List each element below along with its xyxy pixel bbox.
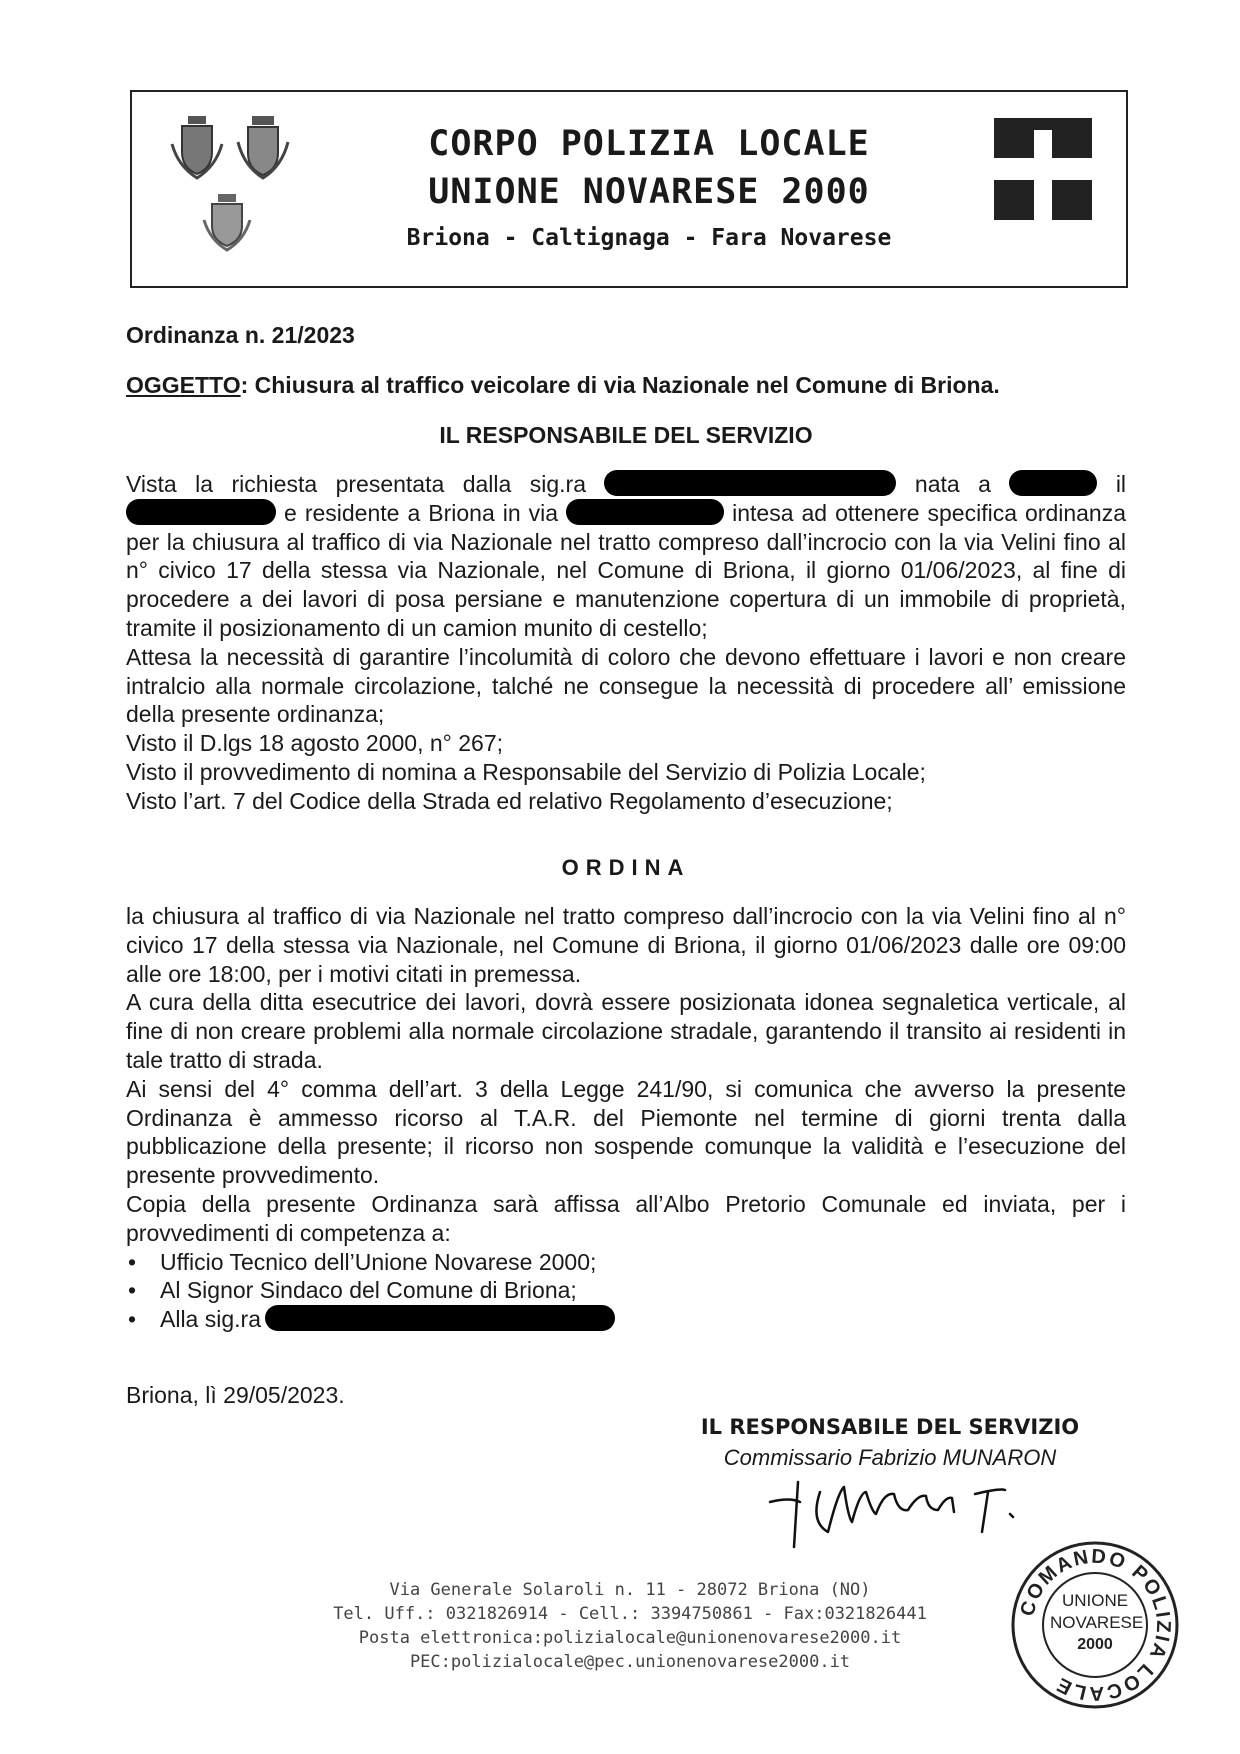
footer-address: Via Generale Solaroli n. 11 - 28072 Briona (NO) <box>389 1580 871 1600</box>
premise-paragraph: Visto l’art. 7 del Codice della Strada ed relativo Regolamento d’esecuzione; <box>126 787 893 814</box>
operative-paragraph: A cura della ditta esecutrice dei lavori, dovrà essere posizionata idonea segnaletica verticale, al fine di non creare problemi alla normale circolazione stradale, garantendo il transito ai residenti in tale tratto di strada. <box>126 989 1126 1073</box>
stamp-center-line: 2000 <box>1077 1636 1113 1653</box>
letterhead <box>130 90 1128 288</box>
letterhead-titles <box>332 120 966 258</box>
operative-paragraph: la chiusura al traffico di via Nazionale nel tratto compreso dall’incrocio con la via Velini fino al n° civico 17 della stessa via Nazionale, nel Comune di Briona, il giorno 01/06/2023 dalle ore 09:00 alle ore 18:00, per i motivi citati in premessa. <box>126 903 1126 987</box>
redaction-block <box>604 470 896 496</box>
official-stamp <box>1010 1540 1180 1710</box>
signer-name: Commissario Fabrizio MUNARON <box>723 1445 1057 1470</box>
premise-text: e residente a Briona in via <box>284 499 559 526</box>
premise-paragraph: Visto il D.lgs 18 agosto 2000, n° 267; <box>126 730 504 757</box>
redaction-block <box>126 499 276 525</box>
stamp-center-line: UNIONE <box>1061 1591 1129 1610</box>
footer-phones: Tel. Uff.: 0321826914 - Cell.: 3394750861 - Fax:0321826441 <box>333 1604 927 1624</box>
premise-text: nata a <box>914 471 991 497</box>
premise-text: Vista la richiesta presentata dalla sig.ra <box>126 471 586 497</box>
list-item: • Al Signor Sindaco del Comune di Briona; <box>126 1276 1126 1305</box>
list-item <box>126 1305 1126 1334</box>
authority-heading: IL RESPONSABILE DEL SERVIZIO <box>439 422 813 448</box>
operative-paragraph: Copia della presente Ordinanza sarà affissa all’Albo Pretorio Comunale ed inviata, per i provvedimenti di competenza a: <box>126 1190 1126 1246</box>
subject-label: OGGETTO <box>126 372 241 398</box>
operative-paragraph: Ai sensi del 4° comma dell’art. 3 della Legge 241/90, si comunica che avverso la presente Ordinanza è ammesso ricorso al T.A.R. del Piemonte nel termine di giorni trenta dalla pubblicazione della presente; il ricorso non sospende comunque la validità e l’esecuzione del presente provvedimento. <box>126 1075 1126 1189</box>
header-title-line1: CORPO POLIZIA LOCALE <box>428 124 870 164</box>
premises-section <box>126 470 1126 816</box>
municipal-crests <box>160 114 300 264</box>
redaction-block <box>265 1305 615 1331</box>
crest-icon <box>200 192 254 258</box>
crest-icon <box>168 114 226 186</box>
redaction-block <box>1009 470 1097 496</box>
crest-icon <box>232 114 294 186</box>
premise-paragraph: Attesa la necessità di garantire l’incolumità di coloro che devono effettuare i lavori e non creare intralcio alla normale circolazione, talché ne consegue la necessità di procedere all’ emissione della presente ordinanza; <box>126 643 1126 728</box>
footer-contacts <box>160 1578 1100 1674</box>
recipients-list <box>126 1248 1126 1334</box>
order-number: Ordinanza n. 21/2023 <box>126 322 355 348</box>
stamp-ring-text: COMANDO POLIZIA LOCALE <box>1016 1545 1175 1705</box>
stamp-center-line: NOVARESE <box>1050 1613 1144 1632</box>
redaction-block <box>566 499 724 525</box>
subject <box>126 372 1126 399</box>
subject-text: : Chiusura al traffico veicolare di via Nazionale nel Comune di Briona. <box>240 372 1000 398</box>
list-item: • Ufficio Tecnico dell’Unione Novarese 2000; <box>126 1248 1126 1277</box>
signer-title: IL RESPONSABILE DEL SERVIZIO <box>700 1415 1080 1439</box>
premise-text: intesa ad ottenere specifica ordinanza per la chiusura al traffico di via Nazionale nel tratto compreso dall’incrocio con la via Velini fino al n° civico 17 della stessa via Nazionale, nel Comune di Briona, il giorno 01/06/2023, al fine di procedere a dei lavori di posa persiane e manutenzione copertura di un immobile di proprietà, tramite il posizionamento di un camion munito di cestello; <box>126 499 1127 641</box>
premise-paragraph <box>126 470 1126 643</box>
place-date: Briona, lì 29/05/2023. <box>126 1382 345 1408</box>
footer-pec: PEC:polizialocale@pec.unionenovarese2000.it <box>409 1652 851 1672</box>
premise-text: il <box>1115 471 1127 497</box>
union-logo-icon <box>994 118 1098 228</box>
operative-section <box>126 902 1126 1334</box>
premise-paragraph: Visto il provvedimento di nomina a Responsabile del Servizio di Polizia Locale; <box>126 758 926 785</box>
header-title-line2: UNIONE NOVARESE 2000 <box>428 172 870 212</box>
stamp-center <box>1050 1590 1144 1656</box>
recipient-text: Alla sig.ra <box>160 1306 261 1333</box>
footer-email: Posta elettronica:polizialocale@unionenovarese2000.it <box>358 1628 902 1648</box>
ordina-heading: ORDINA <box>561 855 691 880</box>
header-municipalities: Briona - Caltignaga - Fara Novarese <box>406 225 892 251</box>
